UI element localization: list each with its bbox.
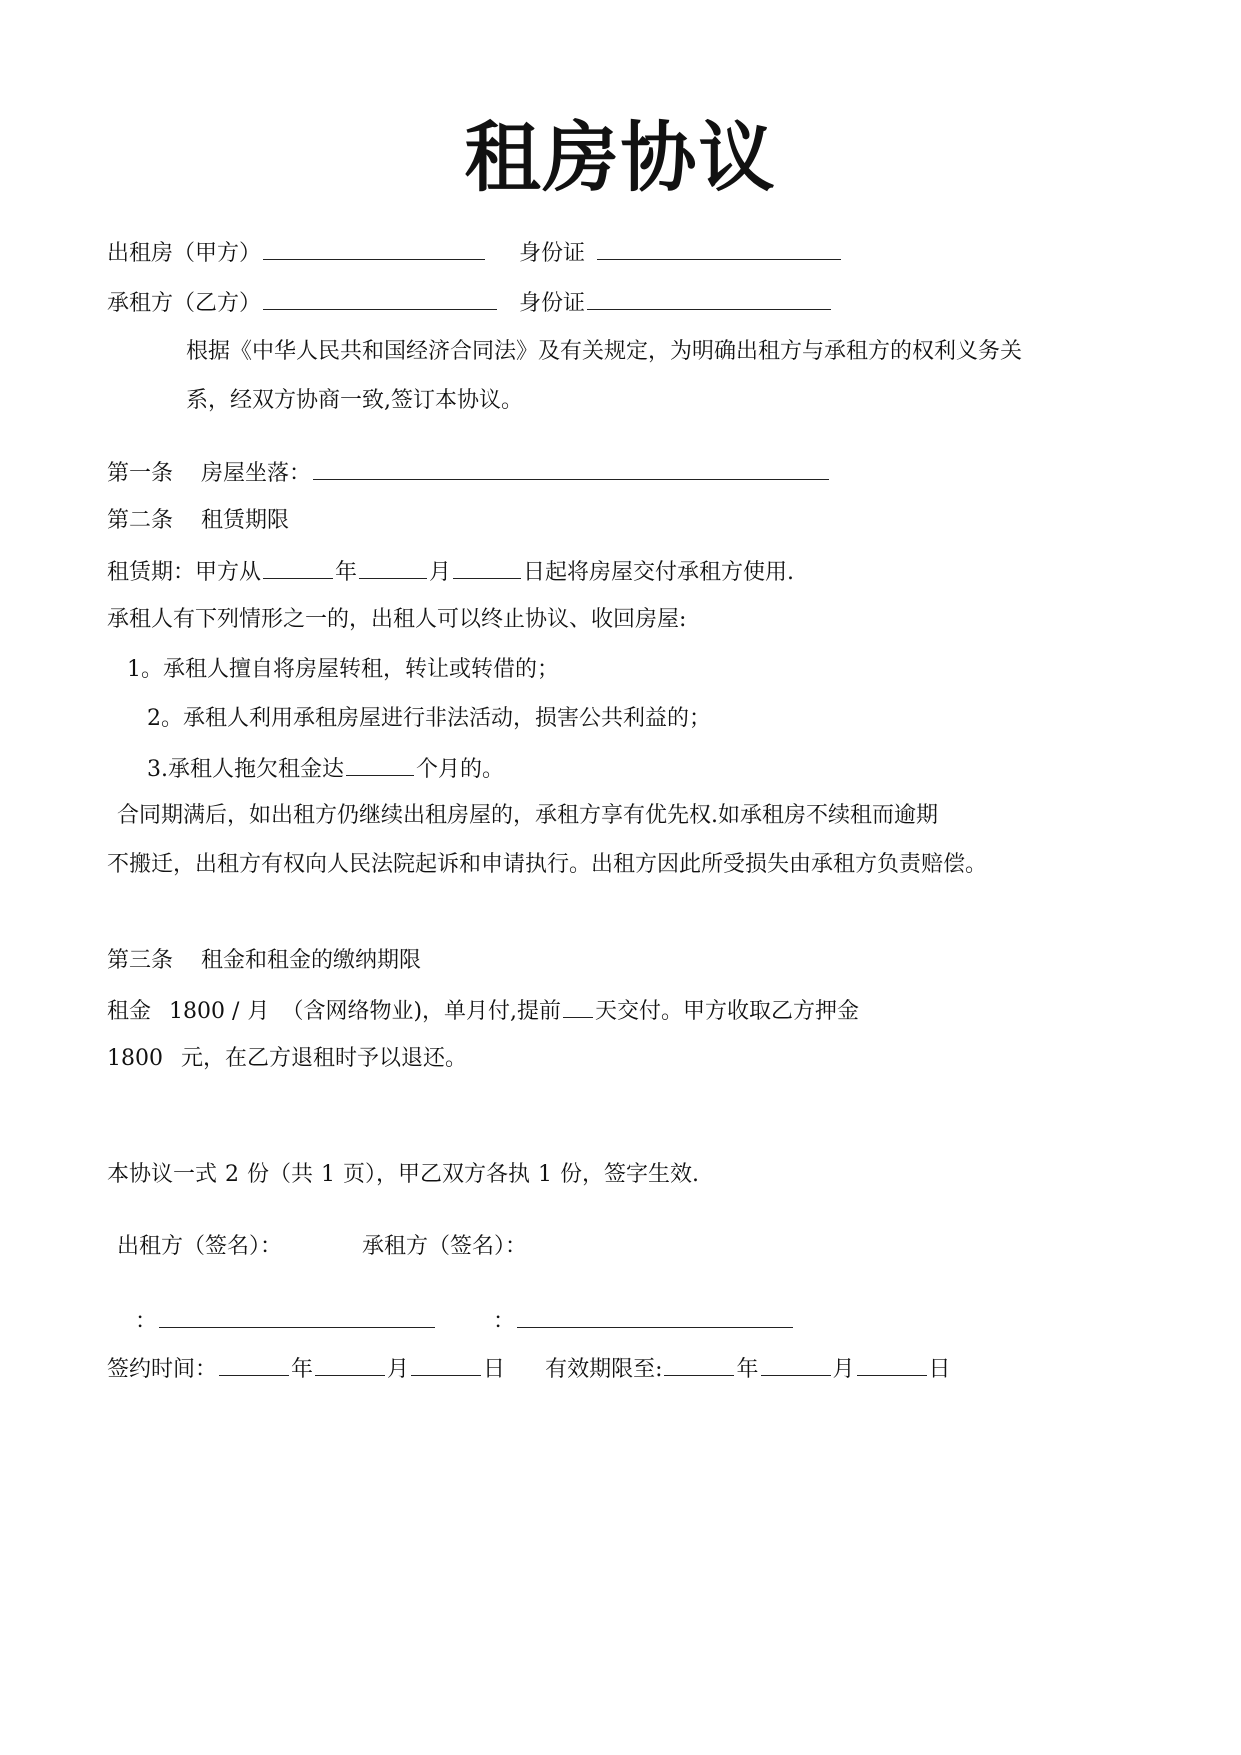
sign-year-label: 年 — [291, 1357, 314, 1382]
article-3-heading: 租金和租金的缴纳期限 — [201, 948, 422, 973]
copies-count: 2 — [225, 1162, 240, 1187]
lease-period-suffix: 日起将房屋交付承租方使用. — [523, 560, 795, 585]
lessee-sign-blank — [517, 1305, 793, 1328]
renewal-line-1: 合同期满后，如出租方仍继续出租房屋的，承租方享有优先权.如承租房不续租而逾期 — [117, 803, 938, 828]
deposit-text: 元，在乙方退租时予以退还。 — [181, 1046, 468, 1071]
lease-month-label: 月 — [429, 560, 452, 585]
lessee-sign-line — [493, 1305, 795, 1337]
termination-item-3 — [147, 753, 504, 785]
valid-day-blank — [857, 1353, 927, 1376]
arrears-months-blank — [346, 753, 414, 776]
lessee-colon: ： — [493, 1309, 516, 1334]
valid-month-blank — [761, 1353, 831, 1376]
valid-until-label: 有效期限至: — [545, 1357, 663, 1382]
sign-day-label: 日 — [483, 1357, 506, 1382]
preamble-line-1: 根据《中华人民共和国经济合同法》及有关规定，为明确出租方与承租方的权利义务关 — [186, 339, 1023, 364]
party-a-line — [107, 237, 843, 269]
valid-year-label: 年 — [736, 1357, 759, 1382]
preamble-line-2: 系，经双方协商一致,签订本协议。 — [186, 388, 523, 413]
rent-text-b: 天交付。甲方收取乙方押金 — [595, 999, 860, 1024]
rent-unit: 月 — [247, 999, 270, 1024]
copies-prefix: 本协议一式 — [107, 1162, 218, 1187]
copies-mid-1: 份（共 — [247, 1162, 314, 1187]
rent-text-a: （含网络物业)，单月付,提前 — [281, 999, 562, 1024]
valid-year-blank — [664, 1353, 734, 1376]
lessee-sign-label: 承租方（签名）： — [362, 1234, 528, 1259]
article-2-number: 第二条 — [107, 508, 174, 533]
lease-year-label: 年 — [335, 560, 358, 585]
party-b-line — [107, 287, 833, 319]
lessor-sign-line — [135, 1305, 437, 1337]
copies-suffix: 份，签字生效. — [560, 1162, 700, 1187]
valid-month-label: 月 — [832, 1357, 855, 1382]
lessor-sign-label: 出租方（签名）： — [117, 1234, 283, 1259]
renewal-line-2: 不搬迁，出租方有权向人民法院起诉和申请执行。出租方因此所受损失由承租方负责赔偿。 — [107, 852, 988, 877]
sign-date-label: 签约时间： — [107, 1357, 218, 1382]
article-3-heading-line — [107, 946, 421, 976]
pages-count: 1 — [321, 1162, 336, 1187]
lease-day-blank — [453, 556, 521, 579]
item-3-suffix: 个月的。 — [416, 757, 505, 782]
copies-line — [107, 1160, 699, 1190]
item-3-prefix: 3.承租人拖欠租金达 — [147, 757, 344, 782]
lessor-sign-blank — [159, 1305, 435, 1328]
article-1-heading: 房屋坐落： — [201, 461, 312, 486]
termination-item-2: 2。承租人利用承租房屋进行非法活动，损害公共利益的； — [147, 706, 711, 731]
lease-period-line — [107, 556, 794, 588]
valid-day-label: 日 — [928, 1357, 951, 1382]
copies-mid-2: 页），甲乙双方各执 — [343, 1162, 531, 1187]
sign-year-blank — [219, 1353, 289, 1376]
article-1-number: 第一条 — [107, 461, 174, 486]
lessor-colon: ： — [135, 1309, 158, 1334]
article-2-heading-line — [107, 506, 289, 536]
party-a-label: 出租房（甲方） — [107, 241, 262, 266]
sign-day-blank — [411, 1353, 481, 1376]
each-count: 1 — [538, 1162, 553, 1187]
deposit-line — [107, 1044, 467, 1074]
article-2-heading: 租赁期限 — [201, 508, 290, 533]
article-3-number: 第三条 — [107, 948, 174, 973]
sign-month-label: 月 — [387, 1357, 410, 1382]
termination-item-1: 1。承租人擅自将房屋转租，转让或转借的； — [127, 657, 559, 682]
rent-line — [107, 995, 859, 1027]
document-title: 租房协议 — [464, 113, 777, 202]
lease-month-blank — [359, 556, 427, 579]
address-blank — [313, 457, 829, 480]
lease-year-blank — [263, 556, 333, 579]
date-line — [107, 1353, 951, 1385]
party-a-id-label: 身份证 — [519, 241, 586, 266]
rent-label: 租金 — [107, 999, 152, 1024]
advance-days-blank — [563, 995, 593, 1018]
party-b-id-blank — [587, 287, 831, 310]
party-a-id-blank — [597, 237, 841, 260]
sign-month-blank — [315, 1353, 385, 1376]
deposit-amount: 1800 — [107, 1046, 163, 1071]
article-1-line — [107, 457, 831, 489]
lease-period-prefix: 租赁期：甲方从 — [107, 560, 262, 585]
party-b-label: 承租方（乙方） — [107, 291, 262, 316]
rent-amount: 1800 / — [169, 999, 240, 1024]
termination-intro: 承租人有下列情形之一的，出租人可以终止协议、收回房屋: — [107, 607, 687, 632]
party-b-name-blank — [263, 287, 497, 310]
party-a-name-blank — [263, 237, 485, 260]
party-b-id-label: 身份证 — [519, 291, 586, 316]
